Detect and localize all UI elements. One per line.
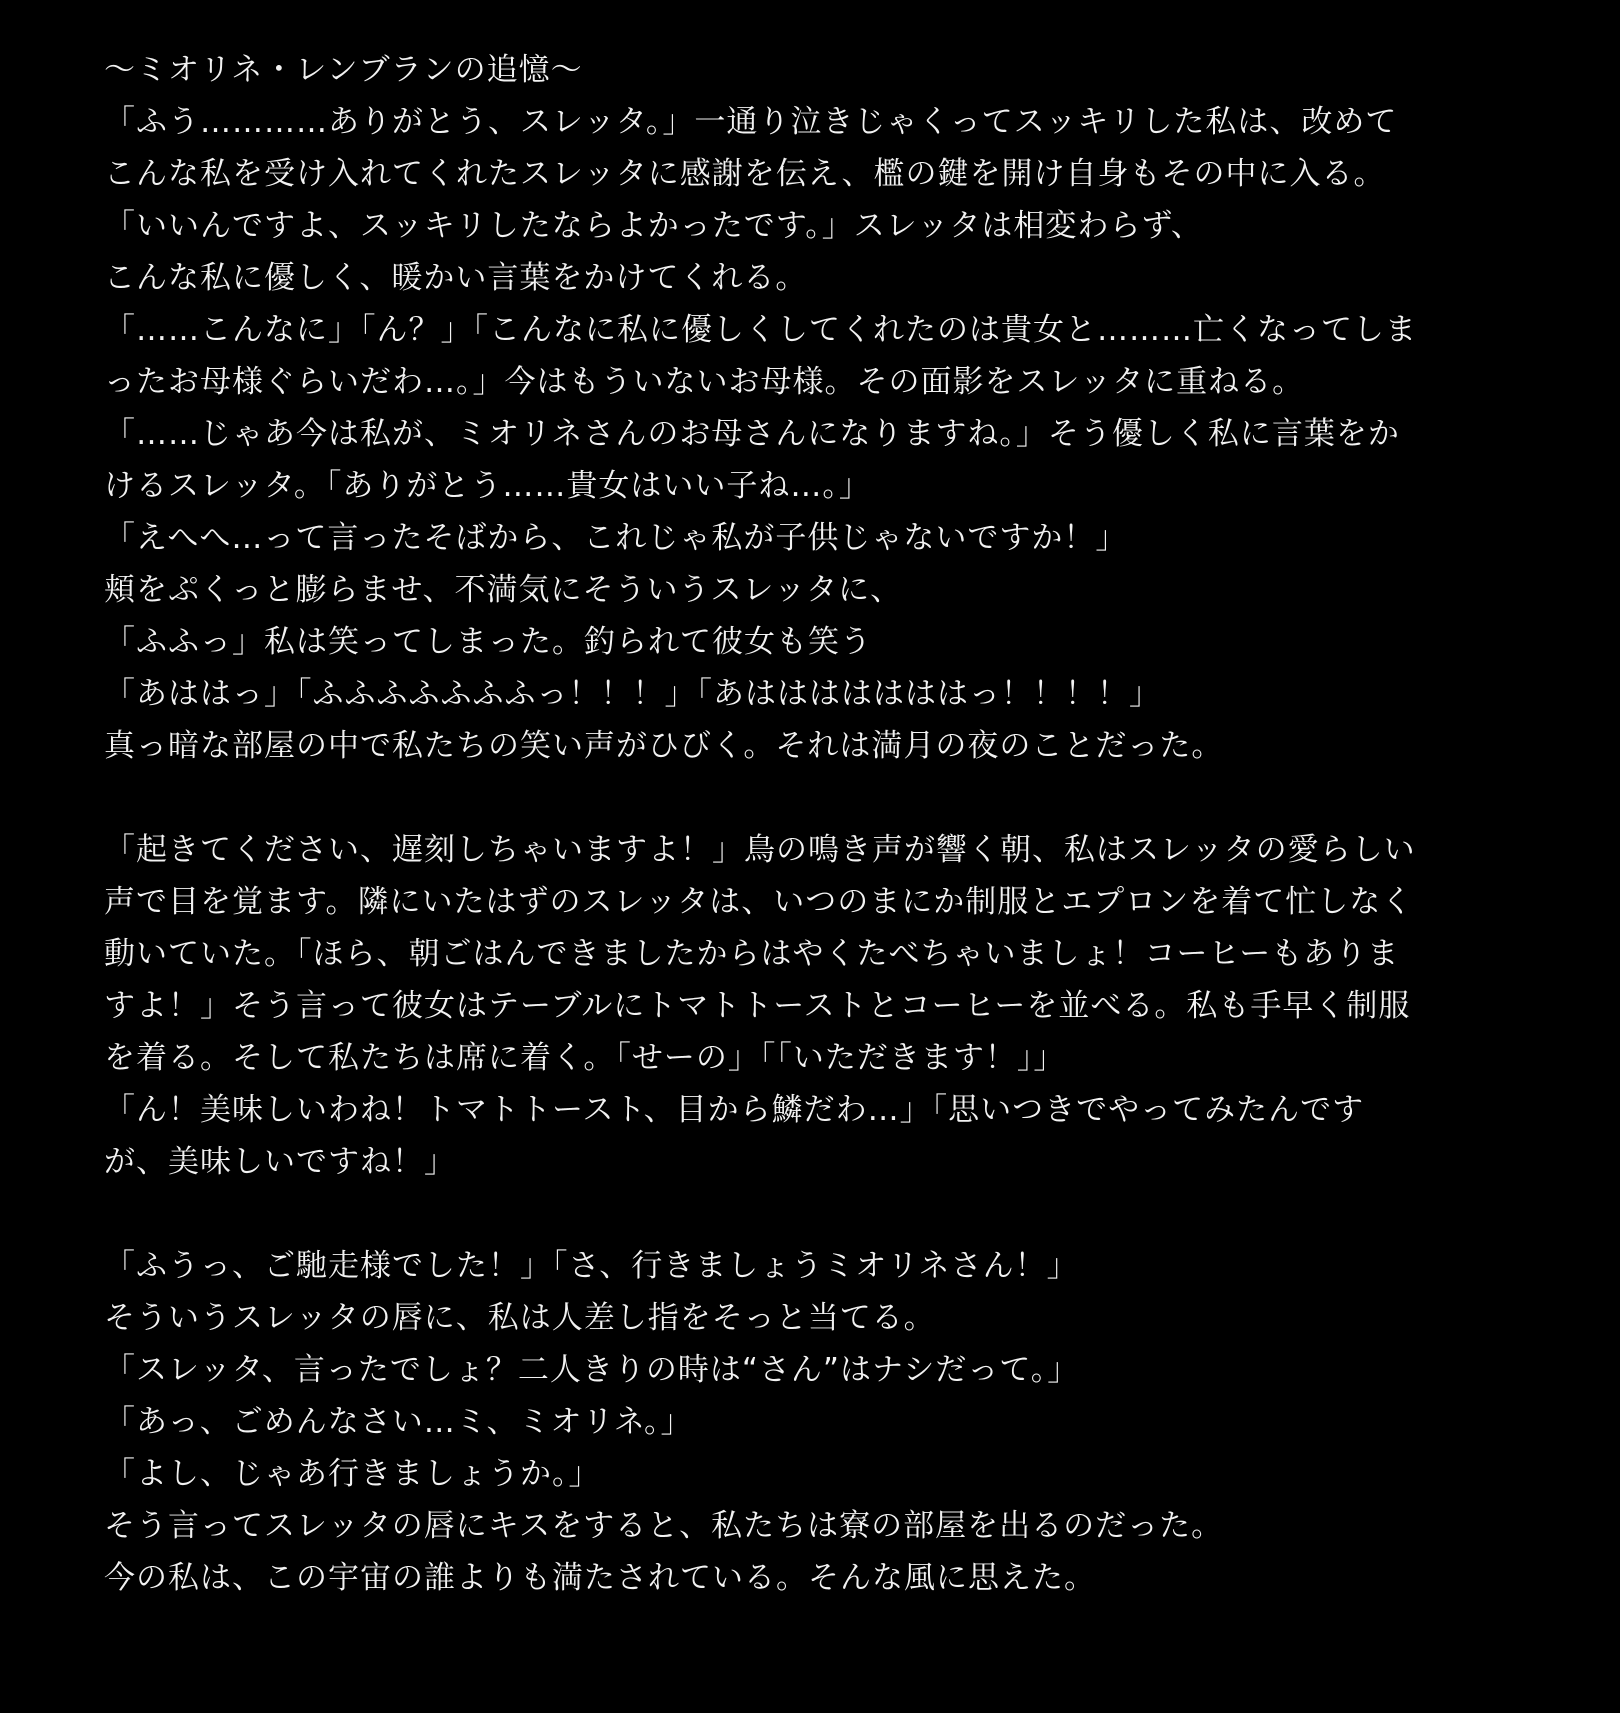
text-line: 「起きてください、遅刻しちゃいますよ！」鳥の鳴き声が響く朝、私はスレッタの愛らしい (104, 832, 1416, 868)
text-line: が、美味しいですね！」 (104, 1144, 456, 1180)
text-line: けるスレッタ。「ありがとう……貴女はいい子ね…。」 (104, 468, 871, 504)
text-line: 動いていた。「ほら、朝ごはんできましたからはやくたべちゃいましょ！コーヒーもありま (104, 936, 1400, 972)
text-line: 「……こんなに」「ん？」「こんなに私に優しくしてくれたのは貴女と………亡くなってしま (104, 312, 1417, 348)
text-line: 「ふうっ、ご馳走様でした！」「さ、行きましょうミオリネさん！」 (104, 1248, 1079, 1284)
text-line: そういうスレッタの唇に、私は人差し指をそっと当てる。 (104, 1300, 936, 1336)
text-line: すよ！」そう言って彼女はテーブルにトマトトーストとコーヒーを並べる。私も手早く制服 (104, 988, 1411, 1024)
text-line: 今の私は、この宇宙の誰よりも満たされている。そんな風に思えた。 (104, 1560, 1096, 1596)
paragraph-break (104, 1188, 1524, 1240)
text-line: 「あっ、ごめんなさい…ミ、ミオリネ。」 (104, 1404, 693, 1440)
story-text (104, 44, 1524, 1604)
text-line: 「よし、じゃあ行きましょうか。」 (104, 1456, 601, 1492)
text-line: 「……じゃあ今は私が、ミオリネさんのお母さんになりますね。」そう優しく私に言葉をか (104, 416, 1400, 452)
text-line: 頬をぷくっと膨らませ、不満気にそういうスレッタに、 (104, 572, 903, 608)
text-line: 「あははっ」「ふふふふふふふっ！！！」「あはははははははっ！！！！」 (104, 676, 1161, 712)
text-line: 「ふう…………ありがとう、スレッタ。」一通り泣きじゃくってスッキリした私は、改めて (104, 104, 1398, 140)
text-line: 「えへへ…って言ったそばから、これじゃ私が子供じゃないですか！」 (104, 520, 1128, 556)
text-line: こんな私を受け入れてくれたスレッタに感謝を伝え、檻の鍵を開け自身もその中に入る。 (104, 156, 1386, 192)
paragraph-break (104, 772, 1524, 824)
text-line: 「ん！美味しいわね！トマトトースト、目から鱗だわ…」「思いつきでやってみたんです (104, 1092, 1365, 1128)
story-title: 〜ミオリネ・レンブランの追憶〜 (104, 52, 583, 88)
text-line: 声で目を覚ます。隣にいたはずのスレッタは、いつのまにか制服とエプロンを着て忙しなく (104, 884, 1414, 920)
text-line: 「スレッタ、言ったでしょ？二人きりの時は“さん”はナシだって。」 (104, 1352, 1080, 1388)
text-line: こんな私に優しく、暖かい言葉をかけてくれる。 (104, 260, 808, 296)
text-line: 「いいんですよ、スッキリしたならよかったです。」スレッタは相変わらず、 (104, 208, 1203, 244)
text-line: 真っ暗な部屋の中で私たちの笑い声がひびく。それは満月の夜のことだった。 (104, 728, 1224, 764)
text-line: 「ふふっ」私は笑ってしまった。釣られて彼女も笑う (104, 624, 872, 660)
text-line: を着る。そして私たちは席に着く。「せーの」「「いただきます！」」 (104, 1040, 1066, 1076)
text-line: そう言ってスレッタの唇にキスをすると、私たちは寮の部屋を出るのだった。 (104, 1508, 1224, 1544)
text-line: ったお母様ぐらいだわ…。」今はもういないお母様。その面影をスレッタに重ねる。 (104, 364, 1305, 400)
